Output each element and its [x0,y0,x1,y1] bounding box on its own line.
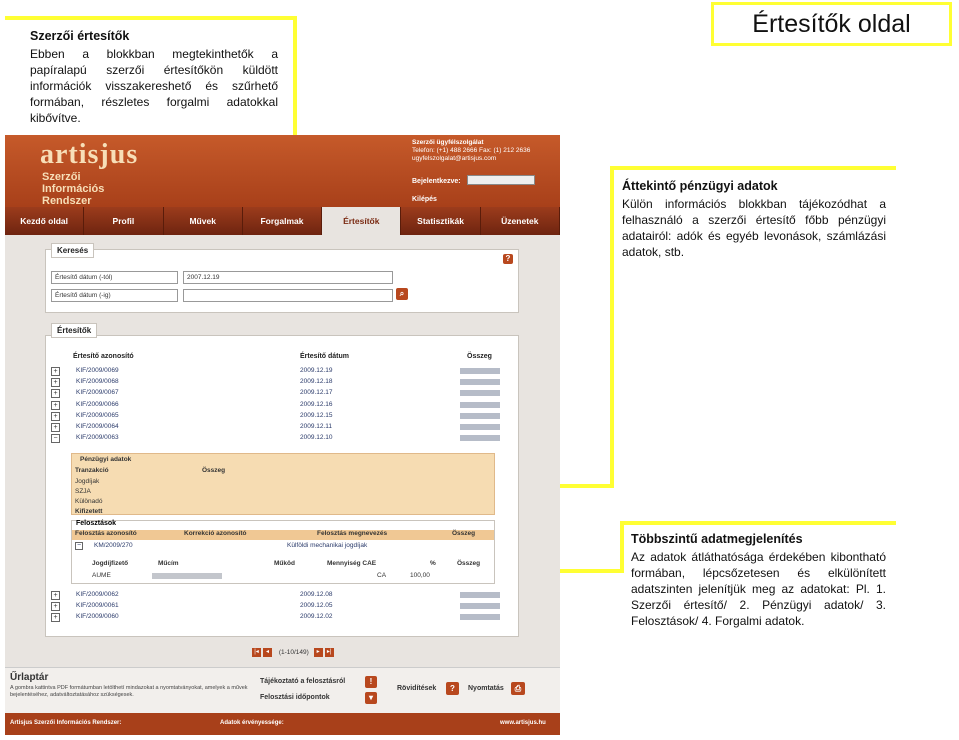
callout-line [5,16,297,20]
search-panel-label: Keresés [51,243,94,258]
date-to-input[interactable] [183,289,393,302]
expand-toggle-icon[interactable]: + [51,389,60,398]
notice-id[interactable]: KIF/2009/0062 [76,591,119,598]
note-body: Külön információs blokkban tájékozódhat a felhasználó a szerzői értesítő főbb pénzügyi adatairól: adók és egyéb levonások, számlázási adatok, stb. [622,197,886,259]
table-row[interactable] [50,366,515,377]
pager-range: (1-10/149) [278,649,309,657]
note-heading: Áttekintő pénzügyi adatok [622,179,778,193]
finance-item: Kifizetett [75,508,103,515]
account-select[interactable] [467,175,535,185]
link-rovidites[interactable]: Rövidítések [397,685,437,692]
link-idopontok[interactable]: Felosztási időpontok [260,694,330,701]
page-title: Értesítők oldal [752,9,911,38]
callout-line [620,521,624,573]
distribution-label: Felosztások [76,520,117,527]
distribution-header: Felosztás azonosító Korrekció azonosító Felosztás megnevezés Összeg [72,530,494,540]
tab-profil[interactable]: Profil [84,207,163,235]
tab-uzenetek[interactable]: Üzenetek [481,207,560,235]
table-row[interactable] [50,422,515,433]
date-to-select[interactable]: Értesítő dátum (-ig) [51,289,178,302]
notice-amount [460,402,500,408]
notice-date: 2009.12.05 [300,602,333,610]
form-title: Űrlaptár [10,672,49,683]
expand-toggle-icon[interactable]: + [51,378,60,387]
tab-ertesitok[interactable]: Értesítők [322,207,401,235]
bottom-bar [5,667,560,714]
table-row[interactable] [50,400,515,411]
expand-toggle-icon[interactable]: + [51,401,60,410]
notice-amount [460,390,500,396]
table-row[interactable] [50,388,515,399]
printer-icon[interactable]: ⎙ [511,682,525,695]
info-icon[interactable]: ! [365,676,377,688]
tab-kezdo-oldal[interactable]: Kezdő oldal [5,207,84,235]
notice-date: 2009.12.17 [300,389,333,397]
notice-date: 2009.12.08 [300,591,333,598]
note-attekinto-penzugyi [622,179,886,260]
footer [5,713,560,735]
help-icon[interactable]: ? [446,682,459,695]
col-header-id[interactable]: Értesítő azonosító [73,353,134,360]
logo-subtitle: Szerzői Információs Rendszer [42,171,105,207]
notice-id[interactable]: KIF/2009/0068 [76,378,119,386]
logo: artisjus [40,139,139,170]
notice-date: 2009.12.16 [300,400,333,408]
help-icon[interactable]: ? [503,254,513,264]
col-header-date[interactable]: Értesítő dátum [300,353,350,360]
expand-toggle-icon[interactable]: + [51,591,60,600]
notice-date: 2009.12.11 [300,423,333,430]
notice-date: 2009.12.18 [300,378,333,386]
tab-statisztikak[interactable]: Statisztikák [401,207,480,235]
finance-col-sum: Összeg [202,467,226,474]
note-heading: Többszintű adatmegjelenítés [631,532,803,546]
date-from-input[interactable]: 2007.12.19 [183,271,393,284]
expand-toggle-icon[interactable]: + [51,613,60,622]
expand-toggle-icon[interactable]: − [51,434,60,443]
notice-id[interactable]: KIF/2009/0064 [76,423,119,430]
tab-muvek[interactable]: Művek [164,207,243,235]
pager [252,648,336,657]
notice-id[interactable]: KIF/2009/0066 [76,400,119,408]
notice-amount [460,603,500,609]
finance-block [71,453,495,515]
notice-date: 2009.12.15 [300,411,333,419]
tab-forgalmak[interactable]: Forgalmak [243,207,322,235]
callout-line [610,166,614,488]
notice-id[interactable]: KIF/2009/0063 [76,434,119,442]
date-from-select[interactable]: Értesítő dátum (-tól) [51,271,178,284]
link-tajekoztato[interactable]: Tájékoztató a felosztásról [260,678,346,685]
prev-page-button[interactable]: ◂ [263,648,272,657]
logout-link[interactable]: Kilépés [412,196,437,203]
table-row[interactable] [50,377,515,388]
header-links [412,173,461,209]
callout-line [610,166,896,170]
finance-label: Pénzügyi adatok [80,456,132,463]
notice-date: 2009.12.02 [300,613,333,621]
finance-col-tx: Tranzakció [75,467,109,474]
notice-amount [460,614,500,620]
notice-id[interactable]: KIF/2009/0065 [76,411,119,419]
page-title-box [711,2,952,46]
notices-panel-label: Értesítők [51,323,97,338]
col-header-sum[interactable]: Összeg [467,353,492,360]
notice-amount [460,435,500,441]
app-window [5,135,560,735]
main-tabs [5,207,560,235]
finance-item: Jogdíjak [75,478,100,485]
notice-amount [460,379,500,385]
expand-toggle-icon[interactable]: + [51,412,60,421]
first-page-button[interactable]: |◂ [252,648,261,657]
notice-id[interactable]: KIF/2009/0060 [76,613,119,621]
note-szerzoi-ertesitok [30,29,278,126]
expand-toggle-icon[interactable]: + [51,602,60,611]
notice-amount [460,368,500,374]
notice-amount [460,592,500,598]
finance-item: SZJA [75,488,91,495]
login-label: Bejelentkezve: [412,178,461,185]
table-row[interactable] [50,433,515,444]
note-body: Az adatok átláthatósága érdekében kibontható formában, lépcsőzetesen és elkülönített adatszinten jelenítjük meg az adatokat: Pl. 1. Szerzői értesítő/ 2. Pénzügyi adatok/ 3. Felosztások/ 4. Forgalmi adatok. [631,550,886,628]
link-nyomtatas[interactable]: Nyomtatás [468,685,504,692]
table-row[interactable] [50,411,515,422]
next-page-button[interactable]: ▸ [314,648,323,657]
notice-amount [460,424,500,430]
distribution-row[interactable]: − KM/2009/270 Külföldi mechanikai jogdíjak [76,542,368,549]
expand-toggle-icon[interactable]: + [51,423,60,432]
table-row[interactable] [50,601,515,612]
table-row[interactable] [50,590,515,601]
app-header [5,135,560,207]
last-page-button[interactable]: ▸| [325,648,334,657]
note-body: Ebben a blokkban megtekinthetők a papíralapú szerzői értesítőkön küldött információk visszakereshető és szűrhető formában, részletes forgalmi adatokkal kibővítve. [30,47,278,125]
note-heading: Szerzői értesítők [30,29,130,43]
footer-mid: Adatok érvényessége: [220,720,284,726]
notice-date: 2009.12.10 [300,434,333,442]
notice-amount [460,413,500,419]
table-row[interactable] [50,612,515,623]
footer-right[interactable]: www.artisjus.hu [500,720,546,726]
expand-toggle-icon[interactable]: + [51,367,60,376]
arrow-down-icon[interactable]: ▾ [365,692,377,704]
notice-date: 2009.12.19 [300,367,333,374]
finance-item: Különadó [75,498,103,505]
note-tobbszintu [631,532,886,629]
notice-id[interactable]: KIF/2009/0067 [76,389,119,397]
contact-info: Szerzői ügyfélszolgálat Telefon: (+1) 488 2666 Fax: (1) 212 2636 ugyfelszolgalat@artisjus.com [412,139,531,162]
form-text: A gombra kattintva PDF formátumban letölthetí mindazokat a nyomtatványokat, amelyek a művek bejelentéséhez, adatváltoztatásához szükségesek. [10,685,248,698]
notice-id[interactable]: KIF/2009/0069 [76,367,119,374]
notice-id[interactable]: KIF/2009/0061 [76,602,119,610]
footer-left: Artisjus Szerzői Információs Rendszer: [10,720,122,726]
search-icon[interactable]: ⌕ [396,288,408,300]
distribution-block: Felosztások Felosztás azonosító Korrekció azonosító Felosztás megnevezés Összeg − KM/2009/270 Külföldi mechanikai jogdíjak Jogdíjfizető Műcím Működ Mennyiség CAE % Összeg AUME CA 100,00 [71,520,495,584]
callout-line [620,521,896,525]
